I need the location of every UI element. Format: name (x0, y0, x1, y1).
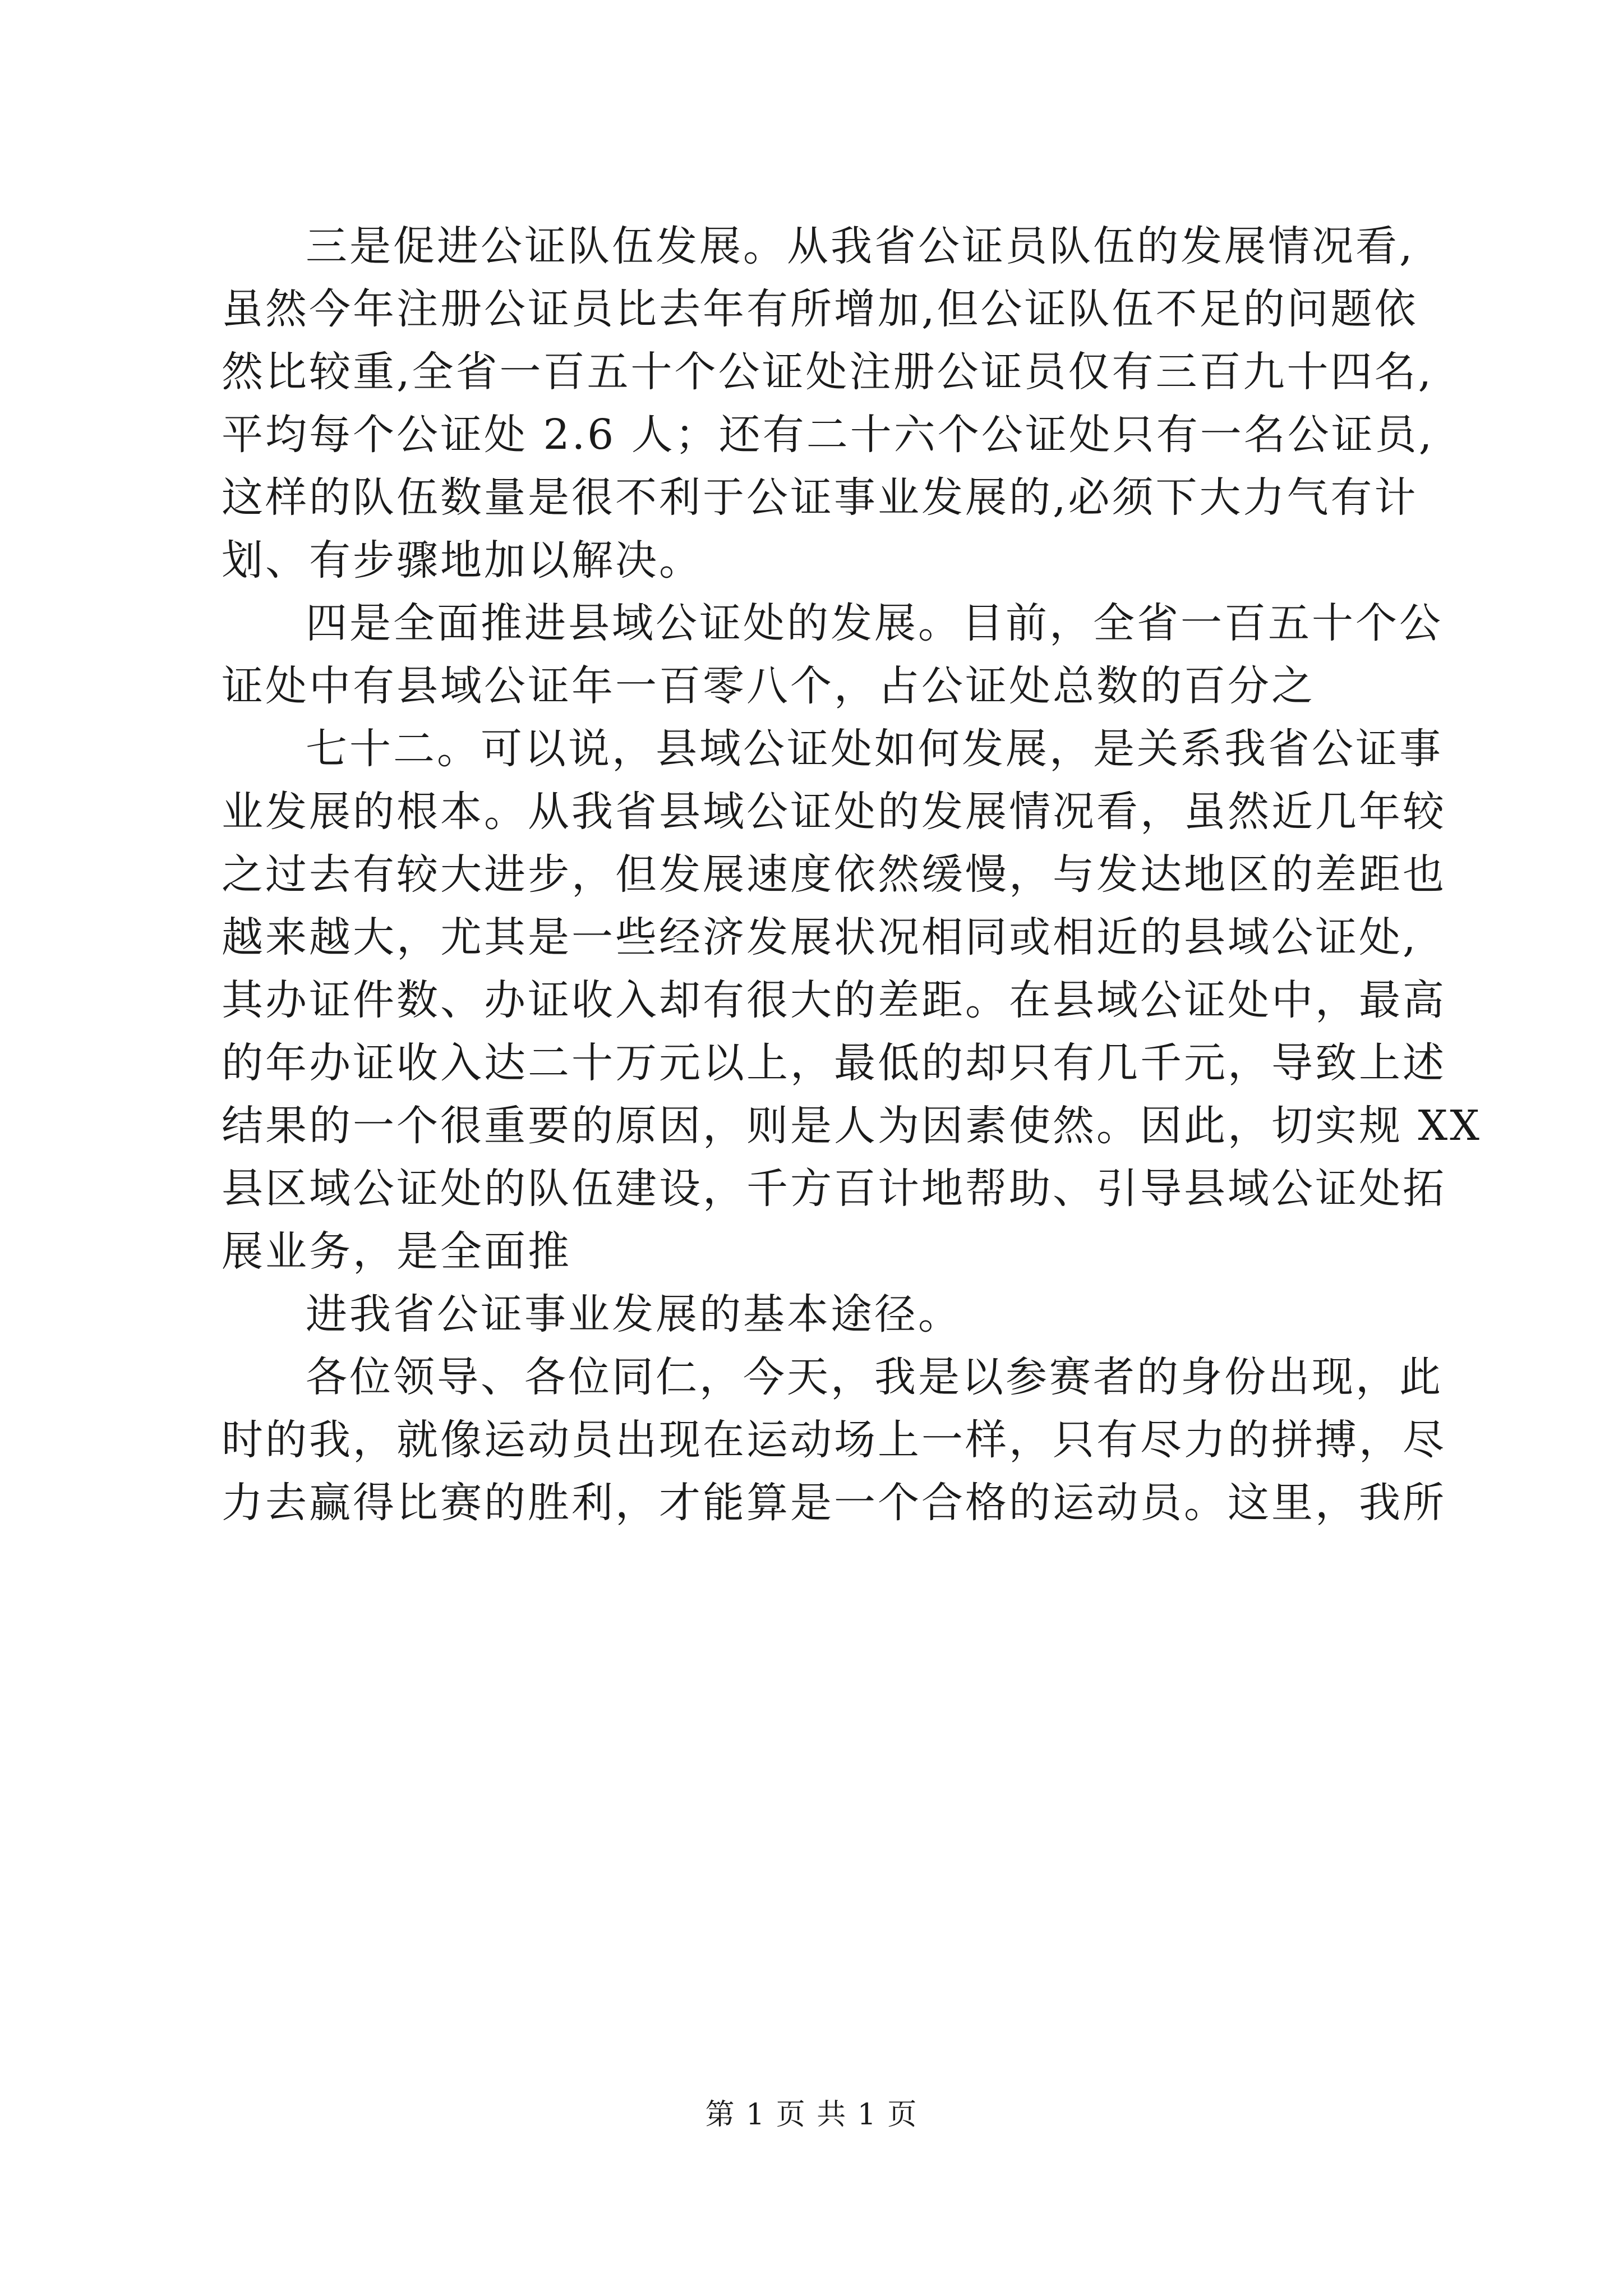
text-line: 证处中有县域公证年一百零八个，占公证处总数的百分之 (222, 662, 1315, 710)
text-line: 其办证件数、办证收入却有很大的差距。在县域公证处中，最高 (222, 976, 1446, 1024)
text-line: 然比较重,全省一百五十个公证处注册公证员仅有三百九十四名, (222, 348, 1434, 396)
text-line: 力去赢得比赛的胜利，才能算是一个合格的运动员。这里，我所 (222, 1479, 1446, 1527)
text-line: 时的我，就像运动员出现在运动场上一样，只有尽力的拼搏，尽 (222, 1416, 1446, 1464)
text-line: 各位领导、各位同仁，今天，我是以参赛者的身份出现，此 (306, 1353, 1443, 1401)
text-line: 平均每个公证处 2.6 人；还有二十六个公证处只有一名公证员, (222, 411, 1435, 459)
document-body (222, 215, 1482, 1534)
text-line: 虽然今年注册公证员比去年有所增加,但公证队伍不足的问题依 (222, 285, 1418, 333)
text-line: 县区域公证处的队伍建设，千方百计地帮助、引导县域公证处拓 (222, 1165, 1446, 1213)
text-line: 越来越大，尤其是一些经济发展状况相同或相近的县域公证处, (222, 913, 1418, 961)
text-line: 业发展的根本。从我省县域公证处的发展情况看，虽然近几年较 (222, 788, 1446, 836)
text-line: 划、有步骤地加以解决。 (222, 536, 703, 585)
text-line: 结果的一个很重要的原因，则是人为因素使然。因此，切实规 XX (222, 1102, 1482, 1150)
text-line: 之过去有较大进步，但发展速度依然缓慢，与发达地区的差距也 (222, 850, 1446, 899)
page-footer (0, 2095, 1623, 2134)
page-number-label: 第 1 页 共 1 页 (705, 2098, 918, 2132)
text-line: 四是全面推进县域公证处的发展。目前，全省一百五十个公 (306, 599, 1443, 647)
text-line: 七十二。可以说，县域公证处如何发展，是关系我省公证事 (306, 725, 1443, 773)
text-line: 的年办证收入达二十万元以上，最低的却只有几千元，导致上述 (222, 1039, 1446, 1087)
text-line: 这样的队伍数量是很不利于公证事业发展的,必须下大力气有计 (222, 473, 1418, 522)
text-line: 进我省公证事业发展的基本途径。 (306, 1290, 962, 1338)
text-line: 展业务，是全面推 (222, 1227, 571, 1276)
text-line: 三是促进公证队伍发展。从我省公证员队伍的发展情况看, (306, 222, 1415, 270)
